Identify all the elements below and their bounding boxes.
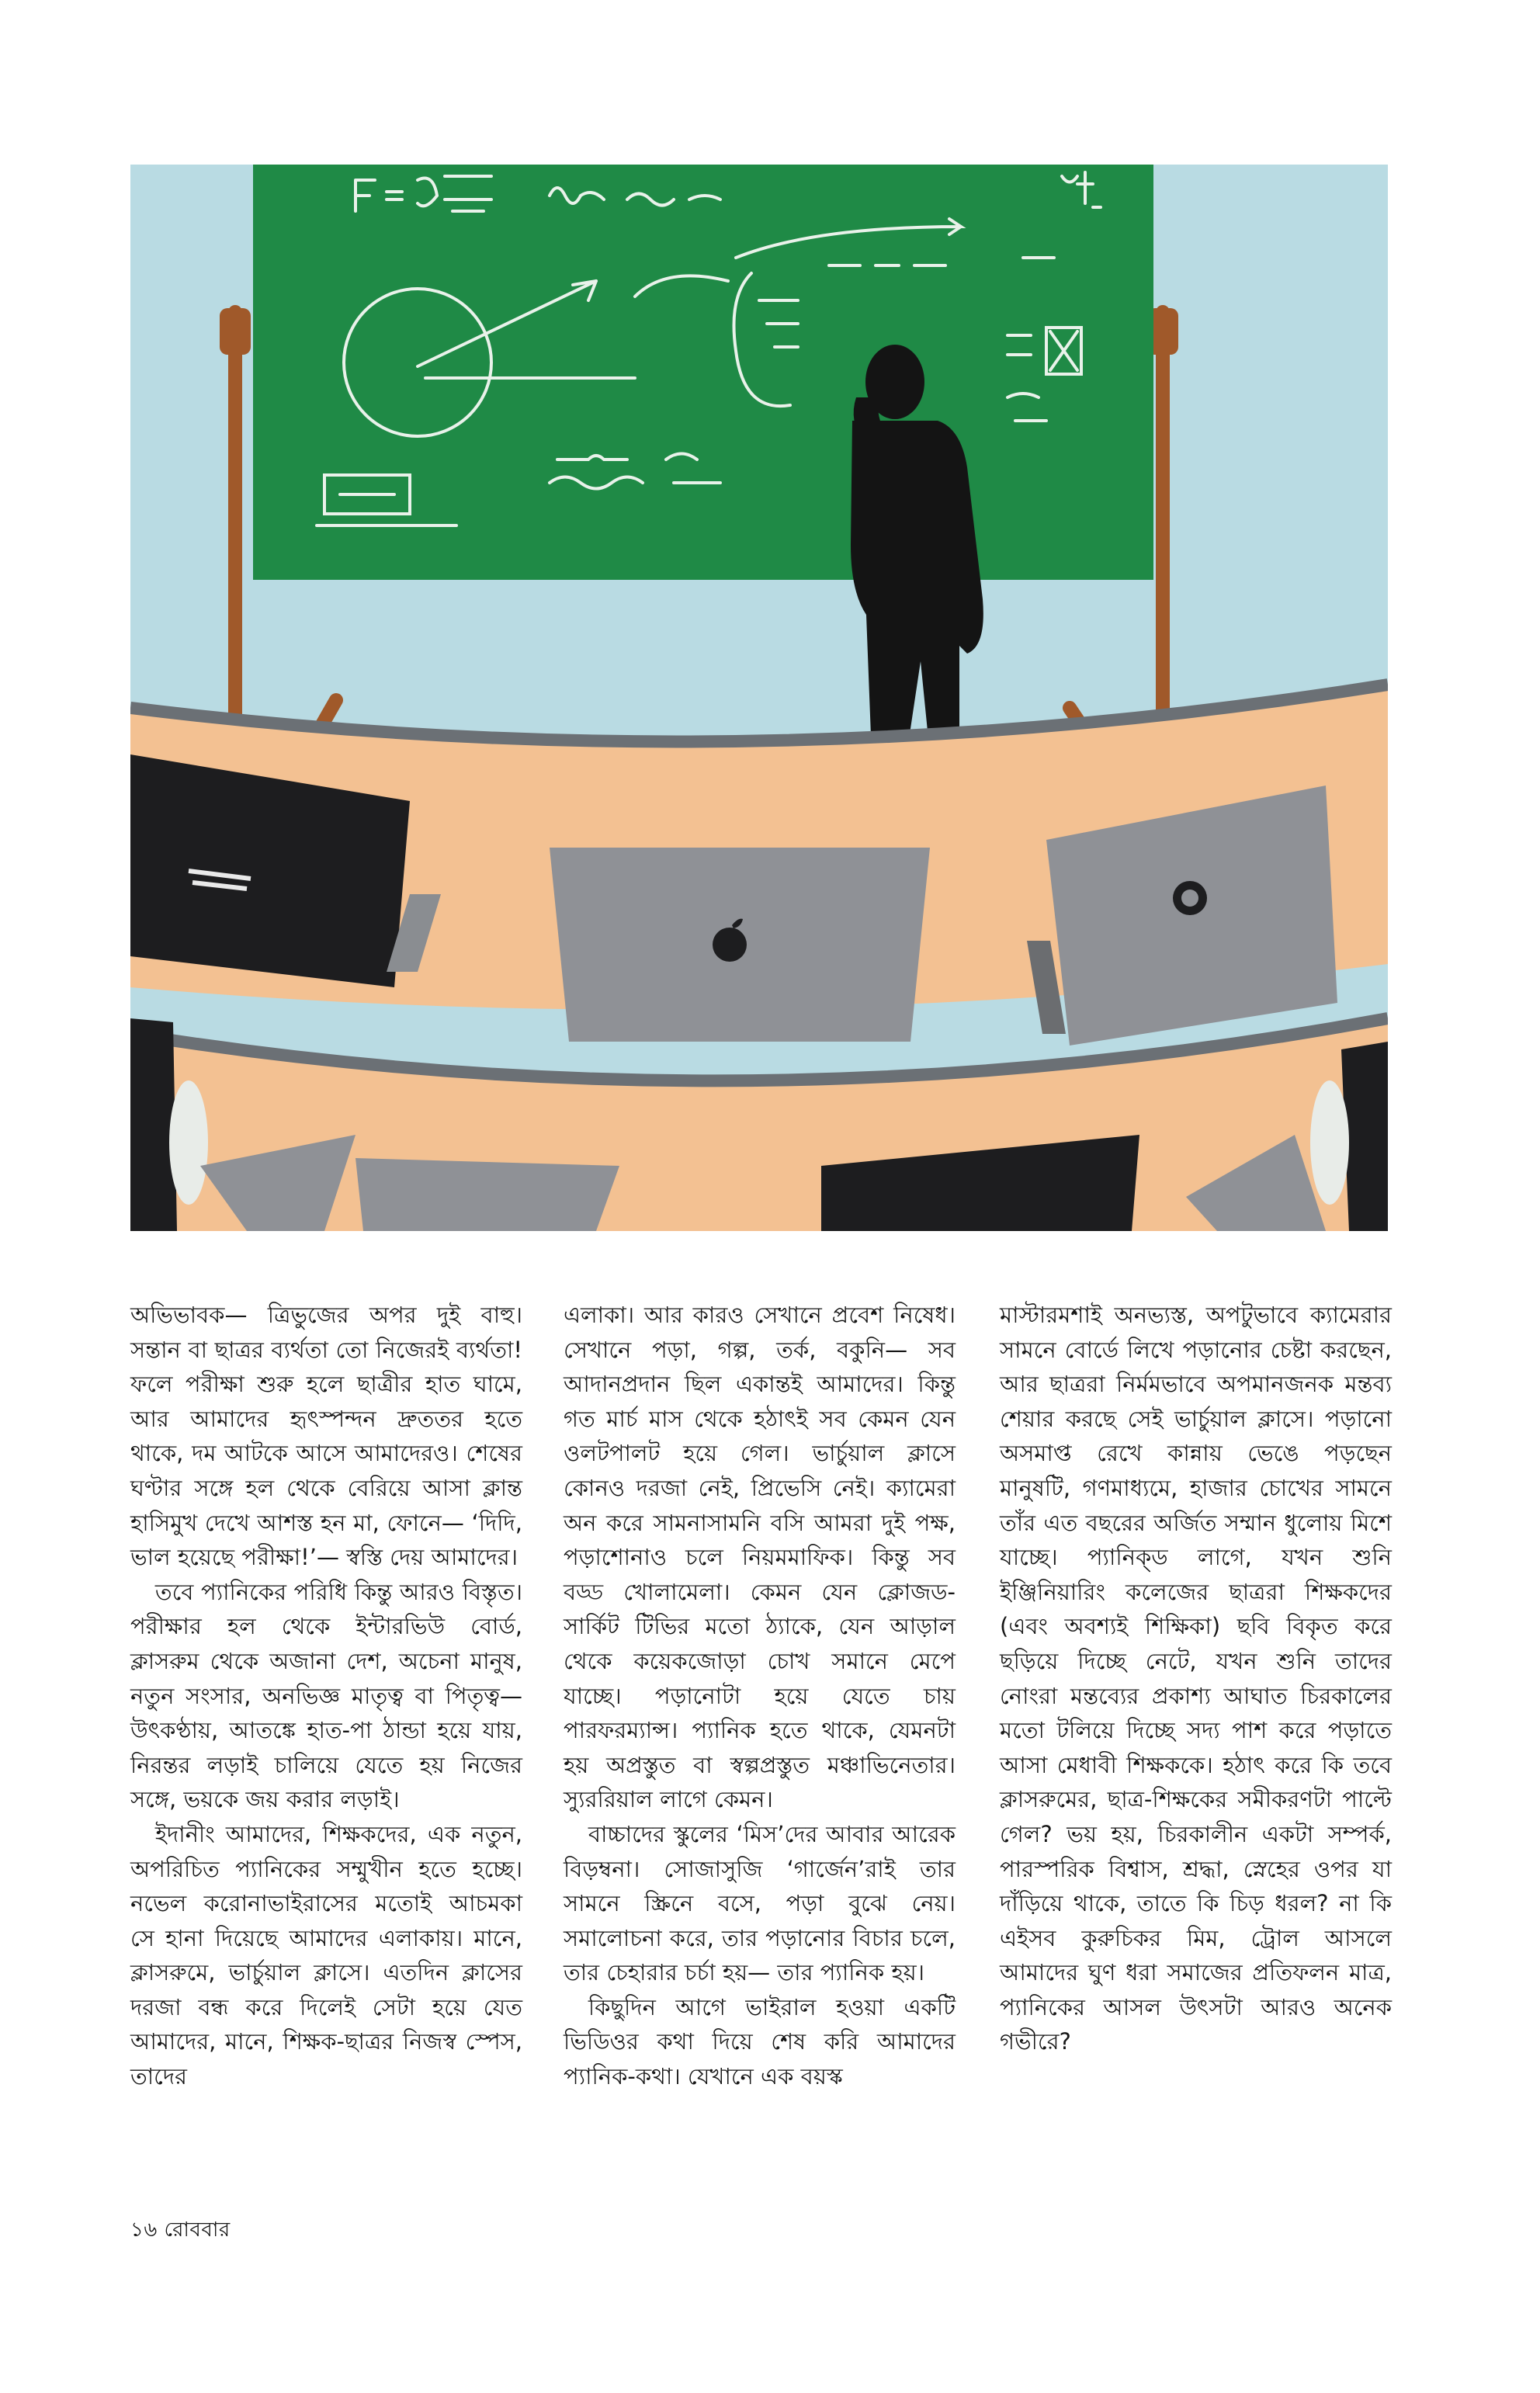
paragraph: অভিভাবক— ত্রিভুজের অপর দুই বাহু। সন্তান বা ছাত্রর ব্যর্থতা তো নিজেরই ব্যর্থতা! ফলে পরীক্ষা শুরু হলে ছাত্রীর হাত ঘামে, আর আমাদের হৃৎস্পন্দন দ্রুততর হতে থাকে, দম আটকে আসে আমাদেরও। শেষের ঘণ্টার সঙ্গে হল থেকে বেরিয়ে আসা ক্লান্ত হাসিমুখ দেখে আশস্ত হন মা, ফোনে— ‘দিদি, ভাল হয়েছে পরীক্ষা!’— স্বস্তি দেয় আমাদের।	[130, 1302, 522, 1571]
page-folio: ১৬ রোববার	[130, 2218, 231, 2242]
text-column-3	[1000, 1298, 1392, 2059]
classroom-illustration	[130, 165, 1388, 1231]
paragraph: ইদানীং আমাদের, শিক্ষকদের, এক নতুন, অপরিচিত প্যানিকের সম্মুখীন হতে হচ্ছে। নভেল করোনাভাইরাসের মতোই আচমকা সে হানা দিয়েছে আমাদের এলাকায়। মানে, ক্লাসরুমে, ভার্চুয়াল ক্লাসে। এতদিন ক্লাসের দরজা বন্ধ করে দিলেই সেটা হয়ে যেত আমাদের, মানে, শিক্ষক-ছাত্রর নিজস্ব স্পেস, তাদের	[130, 1820, 522, 2090]
paragraph: তবে প্যানিকের পরিধি কিন্তু আরও বিস্তৃত। পরীক্ষার হল থেকে ইন্টারভিউ বোর্ড, ক্লাসরুম থেকে অজানা দেশ, অচেনা মানুষ, নতুন সংসার, অনভিজ্ঞ মাতৃত্ব বা পিতৃত্ব— উৎকণ্ঠায়, আতঙ্কে হাত-পা ঠান্ডা হয়ে যায়, নিরন্তর লড়াই চালিয়ে যেতে হয় নিজের সঙ্গে, ভয়কে জয় করার লড়াই।	[130, 1578, 522, 1813]
laptop-apple-center	[550, 848, 930, 1042]
paragraph: কিছুদিন আগে ভাইরাল হওয়া একটি ভিডিওর কথা দিয়ে শেষ করি আমাদের প্যানিক-কথা। যেখানে এক বয়স্ক	[564, 1993, 956, 2090]
text-column-2	[564, 1298, 956, 2094]
text-column-1	[130, 1298, 522, 2094]
paragraph: এলাকা। আর কারও সেখানে প্রবেশ নিষেধ। সেখানে পড়া, গল্প, তর্ক, বকুনি— সব আদানপ্রদান ছিল একান্তই আমাদের। কিন্তু গত মার্চ মাস থেকে হঠাৎই সব কেমন যেন ওলটপালট হয়ে গেল। ভার্চুয়াল ক্লাসে কোনও দরজা নেই, প্রিভেসি নেই। ক্যামেরা অন করে সামনাসামনি বসি আমরা দুই পক্ষ, পড়াশোনাও চলে নিয়মমাফিক। কিন্তু সব বড্ড খোলামেলা। কেমন যেন ক্লোজড-সার্কিট টিভির মতো ঠ্যাকে, যেন আড়াল থেকে কয়েকজোড়া চোখ সমানে মেপে যাচ্ছে। পড়ানোটা হয়ে যেতে চায় পারফরম্যান্স। প্যানিক হতে থাকে, যেমনটা হয় অপ্রস্তুত বা স্বল্পপ্রস্তুত মঞ্চাভিনেতার। স্যুররিয়াল লাগে কেমন।	[564, 1302, 956, 1813]
paragraph: বাচ্চাদের স্কুলের ‘মিস’দের আবার আরেক বিড়ম্বনা। সোজাসুজি ‘গার্জেন’রাই তার সামনে স্ক্রিনে বসে, পড়া বুঝে নেয়। সমালোচনা করে, তার পড়ানোর বিচার চলে, তার চেহারার চর্চা হয়— তার প্যানিক হয়।	[564, 1820, 956, 1986]
chalkboard	[253, 165, 1153, 580]
paragraph: মাস্টারমশাই অনভ্যস্ত, অপটুভাবে ক্যামেরার সামনে বোর্ডে লিখে পড়ানোর চেষ্টা করছেন, আর ছাত্ররা নির্মমভাবে অপমানজনক মন্তব্য শেয়ার করছে সেই ভার্চুয়াল ক্লাসে। পড়ানো অসমাপ্ত রেখে কান্নায় ভেঙে পড়ছেন মানুষটি, গণমাধ্যমে, হাজার চোখের সামনে তাঁর এত বছরের অর্জিত সম্মান ধুলোয় মিশে যাচ্ছে। প্যানিক্ড লাগে, যখন শুনি ইঞ্জিনিয়ারিং কলেজের ছাত্ররা শিক্ষকদের (এবং অবশ্যই শিক্ষিকা) ছবি বিকৃত করে ছড়িয়ে দিচ্ছে নেটে, যখন শুনি তাদের নোংরা মন্তব্যের প্রকাশ্য আঘাত চিরকালের মতো টলিয়ে দিচ্ছে সদ্য পাশ করে পড়াতে আসা মেধাবী শিক্ষককে। হঠাৎ করে কি তবে ক্লাসরুমের, ছাত্র-শিক্ষকের সমীকরণটা পাল্টে গেল? ভয় হয়, চিরকালীন একটা সম্পর্ক, পারস্পরিক বিশ্বাস, শ্রদ্ধা, স্নেহের ওপর যা দাঁড়িয়ে থাকে, তাতে কি চিড় ধরল? না কি এইসব কুরুচিকর মিম, ট্রোল আসলে আমাদের ঘুণ ধরা সমাজের প্রতিফলন মাত্র, প্যানিকের আসল উৎসটা আরও অনেক গভীরে?	[1000, 1302, 1392, 2055]
laptop-near-2	[356, 1158, 619, 1231]
laptop-near-left	[130, 1018, 177, 1231]
